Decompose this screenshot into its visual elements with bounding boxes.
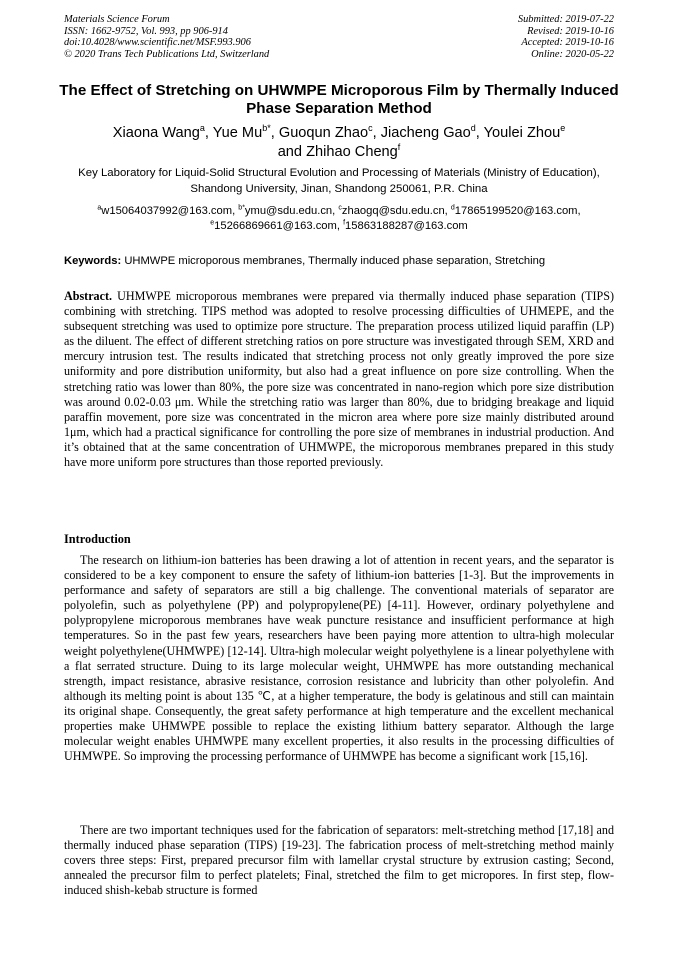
online-date: Online: 2020-05-22 <box>531 48 614 60</box>
abstract <box>64 289 614 470</box>
submitted-date: Submitted: 2019-07-22 <box>517 14 614 25</box>
keywords-text: UHMWPE microporous membranes, Thermally induced phase separation, Stretching <box>124 255 546 267</box>
journal-info <box>64 14 269 60</box>
paper-title: The Effect of Stretching on UHWMPE Microporous Film by Thermally Induced Phase Separation Method <box>59 82 619 117</box>
intro-paragraph: The research on lithium-ion batteries has been drawing a lot of attention in recent years, and the separator is considered to be a key component to ensure the safety of lithium-ion batteries [1-3]. But the improvements in performance and safety of separators are still a big challenge. The conventional materials of separator are polyolefin, such as polyethylene (PP) and polypropylene(PE) [4-11]. However, ordinary polyethylene and polypropylene microporous membranes have weak puncture resistance and insufficient performance at high temperatures. So in the past few years, researchers have been paying more attention to ultra-high molecular weight polyethylene(UHMWPE) [12-14]. Ultra-high molecular weight polyethylene is a linear polyethylene with a flat serrated structure. Duing to its large molecular weight, UHMWPE has more outstanding mechanical strength, impact resistance, abrasive resistance, corrosion resistance and lubricity than other polyolefin. And although its melting point is about 135 ℃, at a higher temperature, the body is gelatinous and still can maintain its original shape. Consequently, the great safety performance at high temperature and the excellent mechanical properties make UHMWPE possible to replace the existing lithium battery separator. Although the large molecular weight enables UHMWPE many excellent properties, it also results in the processing difficulties of UHMWPE. So improving the processing performance of UHMWPE has become a significant work [15,16]. <box>64 553 614 764</box>
author: Youlei Zhou$^e$ <box>483 123 566 141</box>
email: $^c$zhaogq@sdu.edu.cn <box>338 204 445 217</box>
copyright-line: © 2020 Trans Tech Publications Ltd, Switzerland <box>64 48 270 60</box>
intro-paragraph: There are two important techniques used for the fabrication of separators: melt-stretching method [17,18] and thermally induced phase separation (TIPS) [19-23]. The fabrication process of melt-stretching method mainly covers three steps: First, prepared precursor film with lamellar crystal structure by extrusion casting; Second, annealed the precursor film to perfect platelets; Final, stretched the film to get micropores. In first step, flow-induced shish-kebab structure is formed <box>64 823 614 898</box>
email: $^e$15266869661@163.com <box>210 219 337 232</box>
keywords-label: Keywords: <box>64 255 122 267</box>
author: Yue $Mu^{b*}$ <box>212 123 271 141</box>
email: $^{b*}$ymu@sdu.edu.cn <box>238 204 333 217</box>
journal-name: Materials Science Forum <box>64 14 170 25</box>
dates-info <box>518 14 614 60</box>
accepted-date: Accepted: 2019-10-16 <box>521 37 614 49</box>
abstract-label: Abstract. <box>64 289 113 303</box>
author-list: Xiaona Wang$^a$, Yue $Mu^{b*}$, Guoqun Zhao$^c$, Jiacheng Gao$^d$, Youlei Zhou$^e$ and Zhihao Cheng$^f$ <box>112 123 566 160</box>
affiliation: Key Laboratory for Liquid-Solid Structural Evolution and Processing of Materials (Ministry of Education), Shandong University, Jinan, Shandong 250061, P.R. China <box>78 167 600 195</box>
author: Jiacheng Gao$^d$ <box>380 123 476 141</box>
section-heading: Introduction <box>64 532 131 546</box>
author: Zhihao Cheng$^f$ <box>306 142 401 160</box>
email: $^d$17865199520@163.com <box>450 204 578 217</box>
author: Guoqun Zhao$^c$ <box>278 123 373 141</box>
issn-line: ISSN: 1662-9752, Vol. 993, pp 906-914 <box>64 25 228 37</box>
email: $^a$w15064037992@163.com <box>97 204 233 217</box>
email-list: $^a$w15064037992@163.com, $^{b*}$ymu@sdu.edu.cn, $^c$zhaogq@sdu.edu.cn, $^d$17865199520@163.com, $^e$15266869661@163.com, $^f$15863188287@163.com <box>97 204 581 232</box>
abstract-text: UHMWPE microporous membranes were prepared via thermally induced phase separation (TIPS) combining with stretching. TIPS method was adopted to resolve processing difficulties of UHMEPE, and the subsequent stretching was used to optimize pore structure. The preparation process utilized liquid paraffin (LP) as the diluent. The effect of different stretching ratios on pore structure was investigated through SEM, XRD and mercury intrusion test. The results indicated that stretching process not only greatly improved the pore size uniformity and pore distribution uniformity, but also had a great influence on pore size controlling. When the stretching ratio was lower than 80%, the pore size was concentrated in nano-region which pore size distribution was around 0.02-0.03 μm. While the stretching ratio was larger than 80%, due to bridging breakage and liquid paraffin movement, pore size was concentrated in the micron area where pore size mainly distributed around 1μm, which had a practical significance for controlling the pore size of membranes in industrial production. And it’s obtained that at the same concentration of UHMWPE, the microporous membranes prepared in this study have more uniform pore structures than those reported previously. <box>64 289 614 470</box>
keywords <box>64 254 624 269</box>
revised-date: Revised: 2019-10-16 <box>527 25 614 37</box>
author-conjunction: and <box>277 144 303 160</box>
author: Xiaona Wang$^a$ <box>112 123 205 141</box>
email: $^f$15863188287@163.com <box>343 219 468 232</box>
doi-line: doi:10.4028/www.scientific.net/MSF.993.906 <box>64 37 251 49</box>
